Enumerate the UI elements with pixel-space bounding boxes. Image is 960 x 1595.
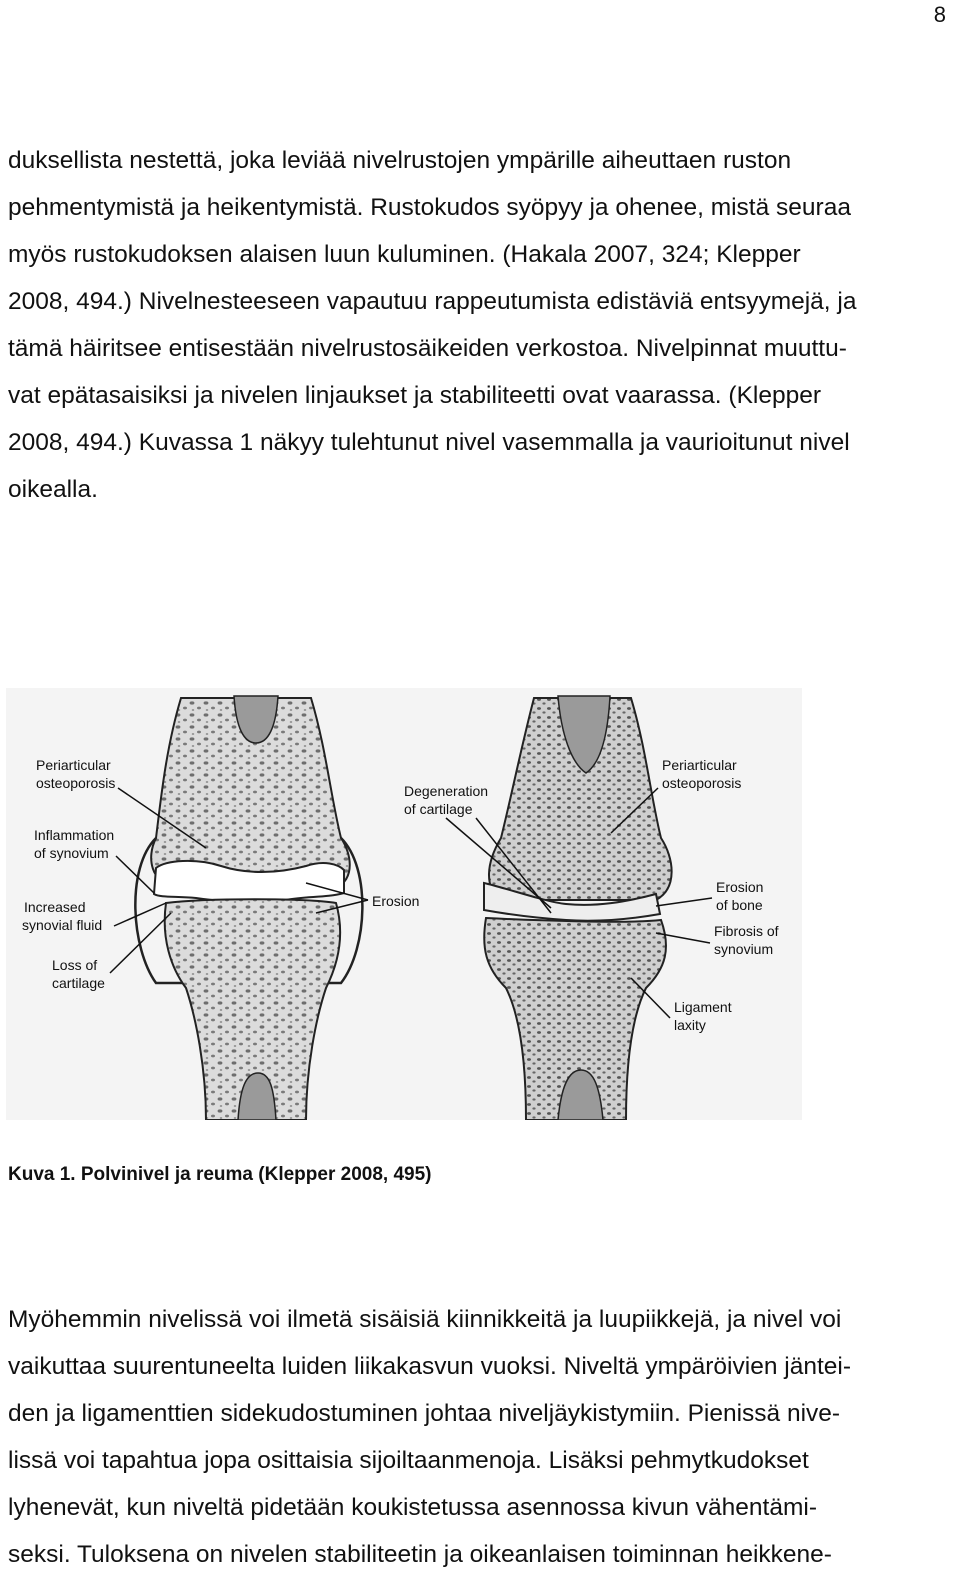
text-line: duksellista nestettä, joka leviää nivelrustojen ympärille aiheuttaen ruston [8, 147, 792, 174]
label-degeneration: Degeneration [404, 783, 489, 799]
text-line: myös rustokudoksen alaisen luun kuluminen. (Hakala 2007, 324; Klepper [8, 241, 801, 268]
body-paragraph-1 [8, 137, 938, 513]
page-number: 8 [933, 2, 946, 27]
label-synovial-fluid: synovial fluid [22, 917, 103, 933]
label-synovium-right: synovium [714, 941, 774, 957]
text-line: pehmentymistä ja heikentymistä. Rustokudos syöpyy ja ohenee, mistä seuraa [8, 194, 851, 221]
label-increased: Increased [24, 899, 86, 915]
text-line: tämä häiritsee entisestään nivelrustosäikeiden verkostoa. Nivelpinnat muuttu- [8, 335, 847, 362]
text-line: vaikuttaa suurentuneelta luiden liikakasvun vuoksi. Niveltä ympäröivien jäntei- [8, 1353, 851, 1380]
label-loss-of: Loss of [52, 957, 98, 973]
body-paragraph-2 [8, 1296, 938, 1578]
label-periarticular-right: Periarticular [662, 757, 737, 773]
label-fibrosis: Fibrosis of [714, 923, 779, 939]
label-of-bone: of bone [716, 897, 763, 913]
text-line: 2008, 494.) Kuvassa 1 näkyy tulehtunut nivel vasemmalla ja vaurioitunut nivel [8, 429, 850, 456]
label-ligament: Ligament [674, 999, 732, 1015]
text-line: den ja ligamenttien sidekudostuminen johtaa niveljäykistymiin. Pienissä nive- [8, 1400, 841, 1427]
text-line: Myöhemmin nivelissä voi ilmetä sisäisiä kiinnikkeitä ja luupiikkejä, ja nivel voi [8, 1306, 842, 1333]
text-line: lissä voi tapahtua jopa osittaisia sijoiltaanmenoja. Lisäksi pehmytkudokset [8, 1447, 809, 1474]
label-erosion: Erosion [372, 893, 420, 909]
label-laxity: laxity [674, 1017, 706, 1033]
label-inflammation: Inflammation [34, 827, 115, 843]
text-line: vat epätasaisiksi ja nivelen linjaukset ja stabiliteetti ovat vaarassa. (Klepper [8, 382, 822, 409]
label-of-synovium: of synovium [34, 845, 109, 861]
label-osteoporosis-right: osteoporosis [662, 775, 742, 791]
label-cartilage: cartilage [52, 975, 105, 991]
text-line: 2008, 494.) Nivelnesteeseen vapautuu rappeutumista edistäviä entsyymejä, ja [8, 288, 857, 315]
label-osteoporosis: osteoporosis [36, 775, 116, 791]
label-of-cartilage: of cartilage [404, 801, 473, 817]
text-line: oikealla. [8, 476, 98, 503]
figure-caption: Kuva 1. Polvinivel ja reuma (Klepper 2008, 495) [8, 1164, 432, 1185]
text-line: seksi. Tuloksena on nivelen stabiliteetin ja oikeanlaisen toiminnan heikkene- [8, 1541, 832, 1568]
label-erosion-right: Erosion [716, 879, 764, 895]
label-periarticular: Periarticular [36, 757, 111, 773]
knee-joint-figure [6, 688, 802, 1120]
text-line: lyhenevät, kun niveltä pidetään koukistetussa asennossa kivun vähentämi- [8, 1494, 817, 1521]
